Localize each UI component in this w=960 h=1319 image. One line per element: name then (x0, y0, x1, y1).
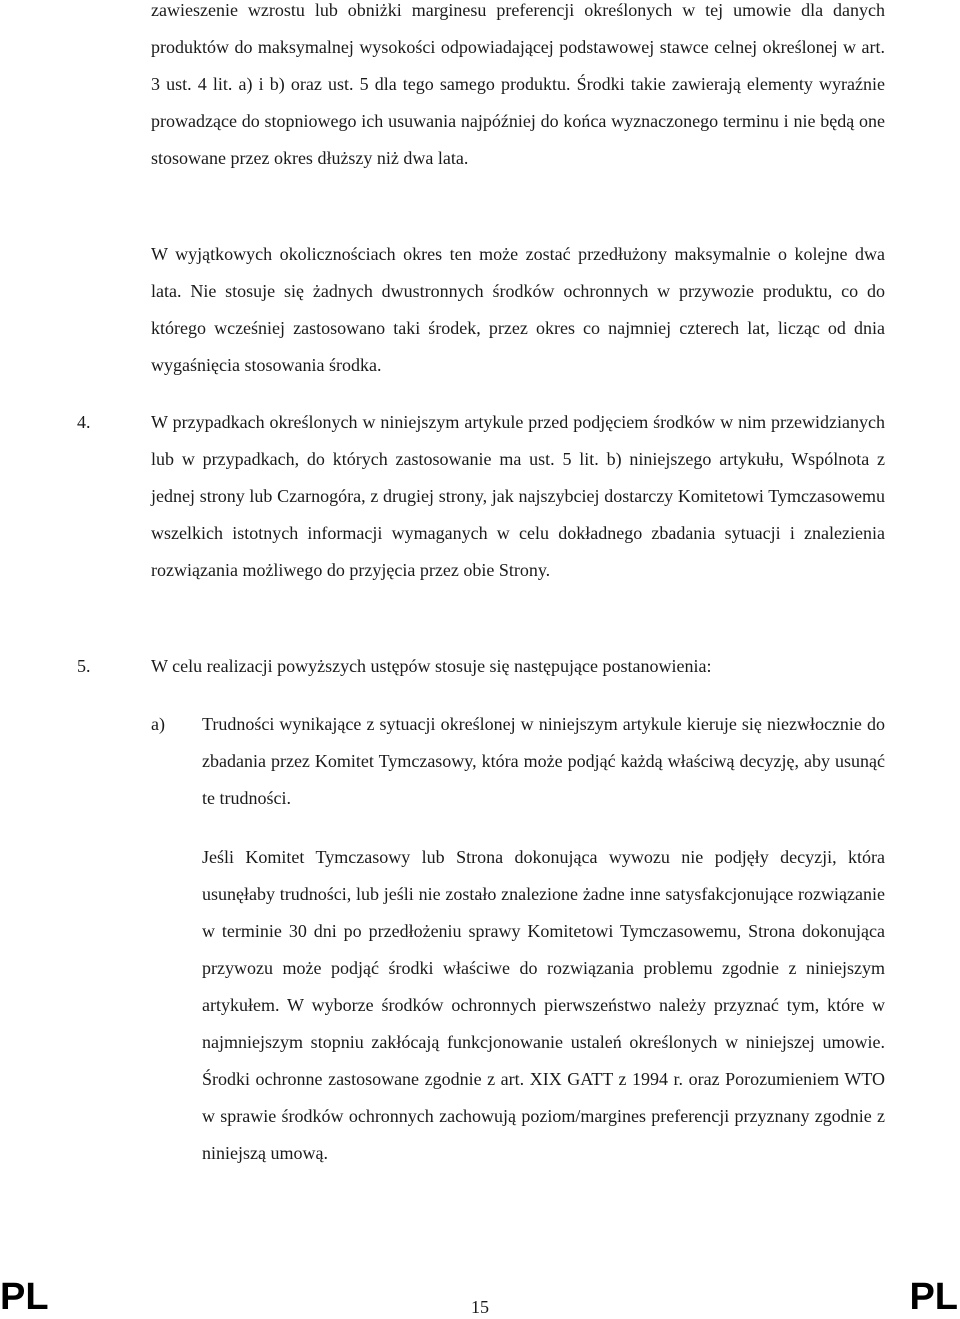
footer-language-code-right: PL (909, 1276, 958, 1318)
paragraph-continuation: zawieszenie wzrostu lub obniżki marginesu preferencji określonych w tej umowie dla danych produktów do maksymalnej wysokości odpowiadającej podstawowej stawce celnej określonej w art. 3 ust. 4 lit. a) i b) oraz ust. 5 dla tego samego produktu. Środki takie zawierają elementy wyraźnie prowadzące do stopniowego ich usuwania najpóźniej do końca wyznaczonego terminu i nie będą one stosowane przez okres dłuższy niż dwa lata. (151, 0, 885, 168)
subitem-a-text: Trudności wynikające z sytuacji określonej w niniejszym artykule kieruje się niezwłocznie do zbadania przez Komitet Tymczasowy, która może podjąć każdą właściwą decyzję, aby usunąć te trudności. (202, 714, 885, 808)
item-number-4: 4. (77, 412, 91, 432)
item-5-text: W celu realizacji powyższych ustępów stosuje się następujące postanowienia: (151, 656, 712, 676)
footer-language-code-left: PL (0, 1276, 49, 1318)
paragraph-extension: W wyjątkowych okolicznościach okres ten może zostać przedłużony maksymalnie o kolejne dwa lata. Nie stosuje się żadnych dwustronnych środków ochronnych w przywozie produktu, co do którego wcześniej zastosowano taki środek, przez okres co najmniej czterech lat, licząc od dnia wygaśnięcia stosowania środka. (151, 244, 885, 375)
subitem-a-continuation: Jeśli Komitet Tymczasowy lub Strona dokonująca wywozu nie podjęły decyzji, która usunęłaby trudności, lub jeśli nie zostało znalezione żadne inne satysfakcjonujące rozwiązanie w terminie 30 dni po przedłożeniu sprawy Komitetowi Tymczasowemu, Strona dokonująca przywozu może podjąć środki właściwe do rozwiązania problemu zgodnie z niniejszym artykułem. W wyborze środków ochronnych pierwszeństwo należy przyznać tym, które w najmniejszym stopniu zakłócają funkcjonowanie ustaleń określonych w niniejszej umowie. Środki ochronne zastosowane zgodnie z art. XIX GATT z 1994 r. oraz Porozumieniem WTO w sprawie środków ochronnych zachowują poziom/margines preferencji przyznany zgodnie z niniejszą umową. (202, 847, 885, 1163)
subitem-letter-a: a) (151, 714, 165, 734)
item-number-5: 5. (77, 656, 91, 676)
page-number: 15 (471, 1297, 489, 1317)
item-4-text: W przypadkach określonych w niniejszym artykule przed podjęciem środków w nim przewidzianych lub w przypadkach, do których zastosowanie ma ust. 5 lit. b) niniejszego artykułu, Wspólnota z jednej strony lub Czarnogóra, z drugiej strony, jak najszybciej dostarczy Komitetowi Tymczasowemu wszelkich istotnych informacji wymaganych w celu dokładnego zbadania sytuacji i znalezienia rozwiązania możliwego do przyjęcia przez obie Strony. (151, 412, 885, 580)
